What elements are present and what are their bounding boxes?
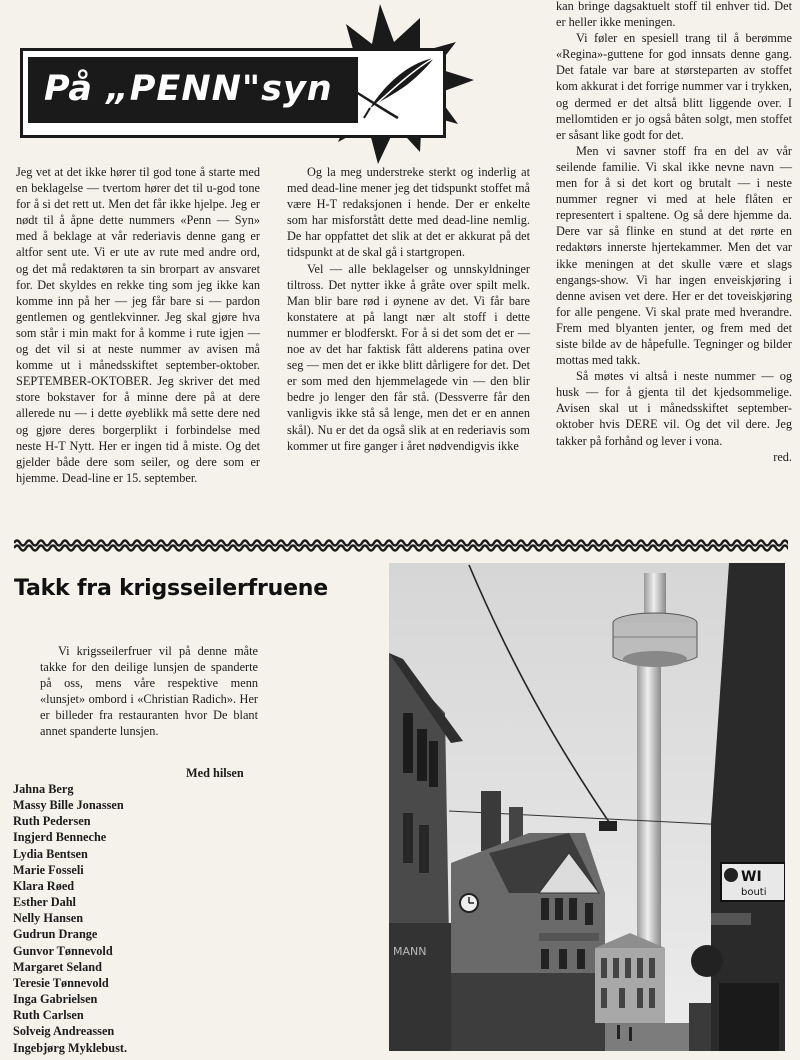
photo-shop-sign-sub: bouti (741, 887, 767, 898)
editorial-paragraph: Og la meg understreke sterkt og inderlig at med dead-line mener jeg det tidspunkt stoffet må være H-T redaksjonen i hende. Der er enkelte som har misforstått dette med dead-line nemlig. De har oppfattet det slik at det er akkurat på det tidspunkt at de skal gå i startgropen. (287, 165, 530, 260)
wave-divider (14, 534, 788, 552)
signature-name: Klara Røed (13, 878, 75, 893)
editorial-paragraph: Vel — alle beklagelser og unnskyldninger tiltross. Det nytter ikke å gråte over spilt melk. Man blir bare rød i øynene av det. Vi får bare konstatere at på langt nær alt stoff i dette nummer er blodferskt. For å si det som det er — noe av det har faktisk fått alderens patina over seg — men det er ikke blitt dårligere for det. Det er som med den hjemmelagede vin — den blir bedre jo lenger den får stå. (Dessverre får den vanligvis ikke stå så lenge, men det er en annen skål). Nu er det da også slik at en rederiavis som kommer ut fire ganger i året nødvendigvis ikke (287, 261, 530, 453)
editorial-column-1 (16, 164, 260, 486)
signature-name: Gunvor Tønnevold (13, 943, 113, 958)
editorial-paragraph: Vi føler en spesiell trang til å berømme «Regina»-guttene for god innsats denne gang. Det fatale var bare at størsteparten av stoffet kom akkurat i det forrige nummer var i trykken, og dermed er det altså blitt liggende over. I mellomtiden er jo også båten solgt, men stoffet er såsant like godt for det. (556, 31, 792, 142)
signature-name: Nelly Hansen (13, 911, 84, 926)
editorial-signature: red. (773, 449, 792, 464)
signature-name: Massy Bille Jonassen (13, 798, 124, 813)
signature-name: Ingjerd Benneche (13, 830, 107, 845)
editorial-paragraph: Så møtes vi altså i neste nummer — og husk — for å gjenta til det kjedsommelige. Avisen skal ut i månedsskiftet september-oktober hvis DERE vil. Og det vil dere. Jeg takker på forhånd og lever i vona. (556, 369, 792, 448)
thanks-title: Takk fra krigsseilerfruene (14, 576, 328, 601)
signature-name: Esther Dahl (13, 895, 76, 910)
greeting: Med hilsen (186, 766, 244, 780)
street-tower-photo (389, 563, 785, 1051)
signature-name: Ruth Carlsen (13, 1008, 84, 1023)
signature-name: Gudrun Drange (13, 927, 98, 942)
signature-name: Inga Gabrielsen (13, 992, 98, 1007)
signature-name: Lydia Bentsen (13, 846, 88, 861)
signature-names (13, 781, 127, 1056)
signature-name: Teresie Tønnevold (13, 975, 109, 990)
signature-name: Ruth Pedersen (13, 814, 91, 829)
photo-shop-lettering: MANN (393, 945, 427, 958)
banner-title: På „PENN"syn (44, 69, 333, 109)
signature-name: Solveig Andreassen (13, 1024, 115, 1039)
editorial-paragraph: Jeg vet at det ikke hører til god tone å starte med en beklagelse — tvertom hører det til u-god tone for å si det rett ut. Men det får ikke hjelpe. Jeg er nødt til å åpne dette nummers «Penn — Syn» med å beklage at vår rederiavis denne gang er altfor sent ute. Vi er ute av rute med andre ord, og det må redaktøren ta sin brorpart av ansvaret for. Det skyldes en rekke ting som jeg ikke kan komme inn på her — jeg får bare si — pardon gentlemen og gentlekvinner. Jeg skal gjøre hva som står i min makt for å komme i rute igjen — og det vil si at neste nummer av avisen må komme ut i månedsskiftet september-oktober. SEPTEMBER-OKTOBER. Jeg skriver det med store bokstaver for å minne dere på at dere allerede nu — i dette øyeblikk må sette dere ned og gjøre deres borgerplikt i forbindelse med neste H-T Nytt. Her er ingen tid å miste. Og det gjelder både dere som seiler, og dere som er hjemme. Dead-line er 15. september. (16, 165, 260, 485)
signature-name: Jahna Berg (13, 782, 74, 796)
signature-name: Ingebjørg Myklebust. (13, 1040, 128, 1055)
editorial-paragraph: kan bringe dagsaktuelt stoff til enhver tid. Det er heller ikke meningen. (556, 0, 792, 30)
banner-title-panel (28, 57, 358, 123)
thanks-body: Vi krigsseilerfruer vil på denne måte takke for den deilige lunsjen de spanderte på oss, mens våre respektive menn «lunsjet» ombord i «Christian Radich». Her er billeder fra restauranten hvor De blant annet spanderte lunsjen. (40, 644, 258, 739)
editorial-column-3 (556, 0, 792, 465)
editorial-paragraph: Men vi savner stoff fra en del av vår seilende familie. Vi skal ikke nevne navn — men for å si det kort og brutalt — i neste nummer regner vi med at hele flåten er representert i spaltene. Og så dere hjemme da. Dere var så flinke en stund at det rørte en redaktørs innerste hjertekammer. Men det var ikke meningen at det skulle være et slags engangs-show. Vi har ingen enveiskjøring i denne avisen vet dere. Her er det toveiskjøring for alle pengene. Vi skal prate med hverandre. Frem med blyanten jenter, og frem med det siste bilde av de håpefulle. Tegninger og bilder mottas med takk. (556, 143, 792, 368)
signature-name: Margaret Seland (13, 959, 102, 974)
signature-name: Marie Fosseli (13, 862, 84, 877)
quill-pen-icon (352, 52, 438, 122)
editorial-column-2 (287, 164, 530, 454)
photo-shop-sign: WI (741, 869, 762, 885)
